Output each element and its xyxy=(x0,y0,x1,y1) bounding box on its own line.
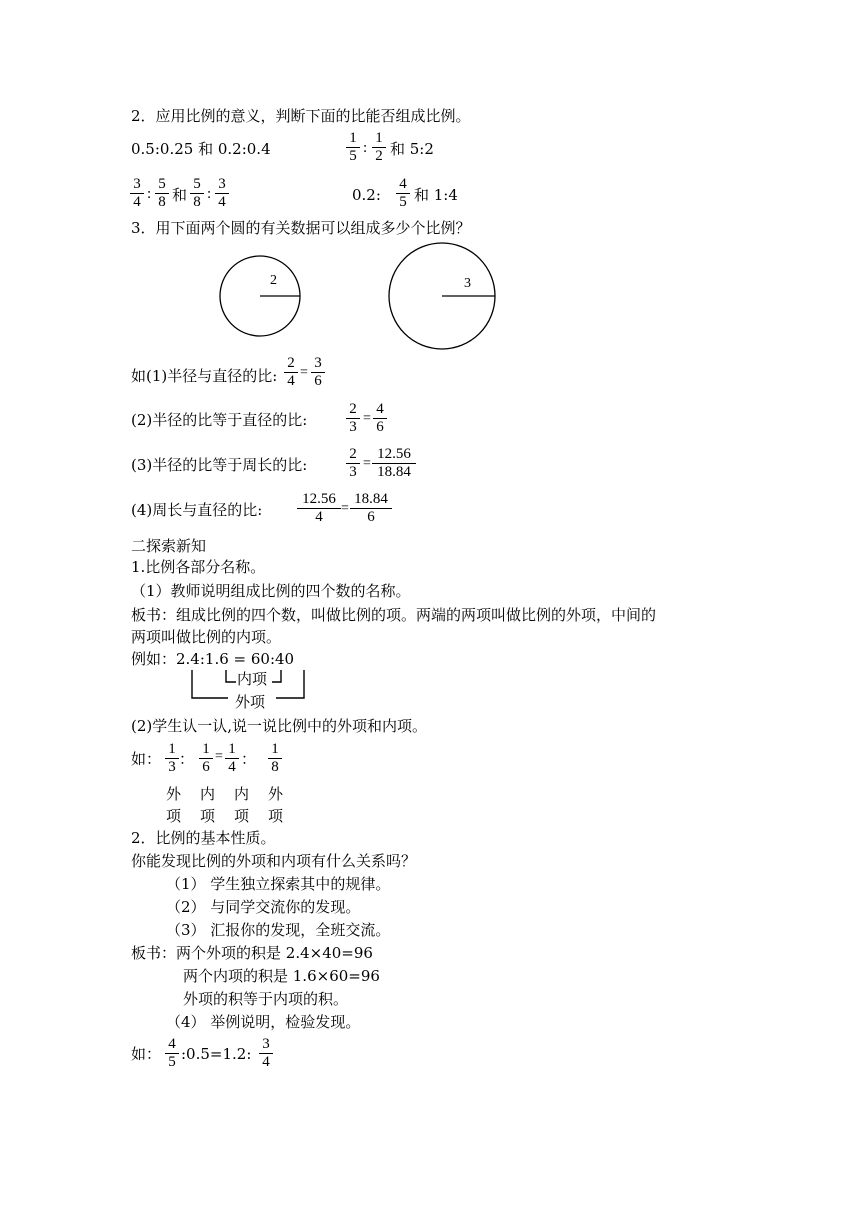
term-fraction-3: 1 4 xyxy=(225,741,239,776)
ex3-label: (3)半径的比等于周长的比: xyxy=(131,456,308,474)
inner-terms-label: 内项 xyxy=(237,670,268,688)
term-colon-1: ： xyxy=(179,750,195,768)
outer-bracket-left xyxy=(192,670,228,698)
q2-c-fraction-3: 5 8 xyxy=(190,176,204,211)
property-question: 你能发现比例的外项和内项有什么关系吗？ xyxy=(131,852,417,870)
term-equals: = xyxy=(215,749,223,764)
term-label-top-1: 外 xyxy=(166,785,182,803)
q2-c-fraction-1: 3 4 xyxy=(130,176,144,211)
q2-item-a: 0.5:0.25 和 0.2:0.4 xyxy=(131,140,271,158)
step-report: （3） 汇报你的发现，全班交流。 xyxy=(166,921,391,939)
term-label-bottom-2: 项 xyxy=(200,807,216,825)
ex4-fraction-right: 18.84 6 xyxy=(350,491,392,526)
term-label-top-2: 内 xyxy=(200,785,216,803)
ex2-fraction-left: 2 3 xyxy=(346,401,360,436)
term-fraction-4: 1 8 xyxy=(268,741,282,776)
sub-heading-2: 2．比例的基本性质。 xyxy=(131,829,276,847)
q2-b-colon: : xyxy=(363,140,368,156)
q2-c-fraction-4: 3 4 xyxy=(215,176,229,211)
final-example-middle: :0.5=1.2: xyxy=(181,1045,252,1063)
ex1-equals: = xyxy=(300,365,308,380)
ex2-equals: = xyxy=(363,411,371,426)
term-label-top-3: 内 xyxy=(234,785,250,803)
inner-bracket-right xyxy=(272,670,281,682)
q2-b-fraction-1: 1 5 xyxy=(346,130,360,165)
inner-bracket-left xyxy=(226,670,236,682)
step-explore: （1） 学生独立探索其中的规律。 xyxy=(166,875,391,893)
ex4-fraction-left: 12.56 4 xyxy=(297,491,341,526)
term-fraction-1: 1 3 xyxy=(165,741,179,776)
board-2-line-a: 板书：两个外项的积是 2.4×40=96 xyxy=(131,944,373,962)
final-example-prefix: 如： xyxy=(131,1045,162,1063)
board-1-line-b: 两项叫做比例的内项。 xyxy=(131,628,282,646)
term-label-bottom-4: 项 xyxy=(268,807,284,825)
term-colon-2: ： xyxy=(241,750,257,768)
q2-d-head: 0.2: xyxy=(352,186,381,204)
final-fraction-1: 4 5 xyxy=(165,1036,179,1071)
q2-c-fraction-2: 5 8 xyxy=(155,176,169,211)
ex4-equals: = xyxy=(341,501,349,516)
ex3-fraction-right: 12.56 18.84 xyxy=(372,446,416,481)
term-label-bottom-3: 项 xyxy=(234,807,250,825)
q3-title: 3．用下面两个圆的有关数据可以组成多少个比例？ xyxy=(131,219,471,237)
step-share: （2） 与同学交流你的发现。 xyxy=(166,898,361,916)
ex1-fraction-right: 3 6 xyxy=(311,355,325,390)
board-2-line-c: 外项的积等于内项的积。 xyxy=(183,990,349,1008)
section-heading: 二探索新知 xyxy=(131,537,207,555)
final-fraction-2: 3 4 xyxy=(259,1036,273,1071)
ex1-label: 如(1)半径与直径的比: xyxy=(131,367,278,385)
example-proportion: 例如：2.4:1.6 = 60:40 xyxy=(131,650,295,668)
ex1-fraction-left: 2 4 xyxy=(284,355,298,390)
q2-title: 2．应用比例的意义，判断下面的比能否组成比例。 xyxy=(131,107,471,125)
outer-terms-label: 外项 xyxy=(235,693,266,711)
term-brackets xyxy=(0,664,860,724)
q2-b-fraction-2: 1 2 xyxy=(372,130,386,165)
step-2: (2)学生认一认,说一说比例中的外项和内项。 xyxy=(131,717,428,735)
ex3-fraction-left: 2 3 xyxy=(346,446,360,481)
step-1: （1）教师说明组成比例的四个数的名称。 xyxy=(131,582,411,600)
term-label-top-4: 外 xyxy=(268,785,284,803)
q2-c-and: 和 xyxy=(172,186,188,204)
ex2-label: (2)半径的比等于直径的比: xyxy=(131,411,308,429)
small-circle-radius-label: 2 xyxy=(270,273,277,288)
board-2-line-b: 两个内项的积是 1.6×60=96 xyxy=(183,967,380,985)
example-prefix: 如： xyxy=(131,750,162,768)
q2-d-fraction: 4 5 xyxy=(396,176,410,211)
term-label-bottom-1: 项 xyxy=(166,807,182,825)
large-circle-radius-label: 3 xyxy=(464,276,471,291)
ex2-fraction-right: 4 6 xyxy=(373,401,387,436)
q2-c-colon-2: : xyxy=(207,186,212,202)
step-verify: （4） 举例说明，检验发现。 xyxy=(166,1013,361,1031)
q2-c-colon-1: : xyxy=(147,186,152,202)
q2-b-tail: 和 5:2 xyxy=(390,140,434,158)
board-1-line-a: 板书：组成比例的四个数，叫做比例的项。两端的两项叫做比例的外项，中间的 xyxy=(131,606,657,624)
term-fraction-2: 1 6 xyxy=(199,741,213,776)
sub-heading-1: 1.比例各部分名称。 xyxy=(131,558,266,576)
ex4-label: (4)周长与直径的比: xyxy=(131,501,263,519)
q2-d-tail: 和 1:4 xyxy=(414,186,458,204)
ex3-equals: = xyxy=(363,456,371,471)
circles-figure xyxy=(0,236,860,356)
outer-bracket-right xyxy=(276,670,304,698)
